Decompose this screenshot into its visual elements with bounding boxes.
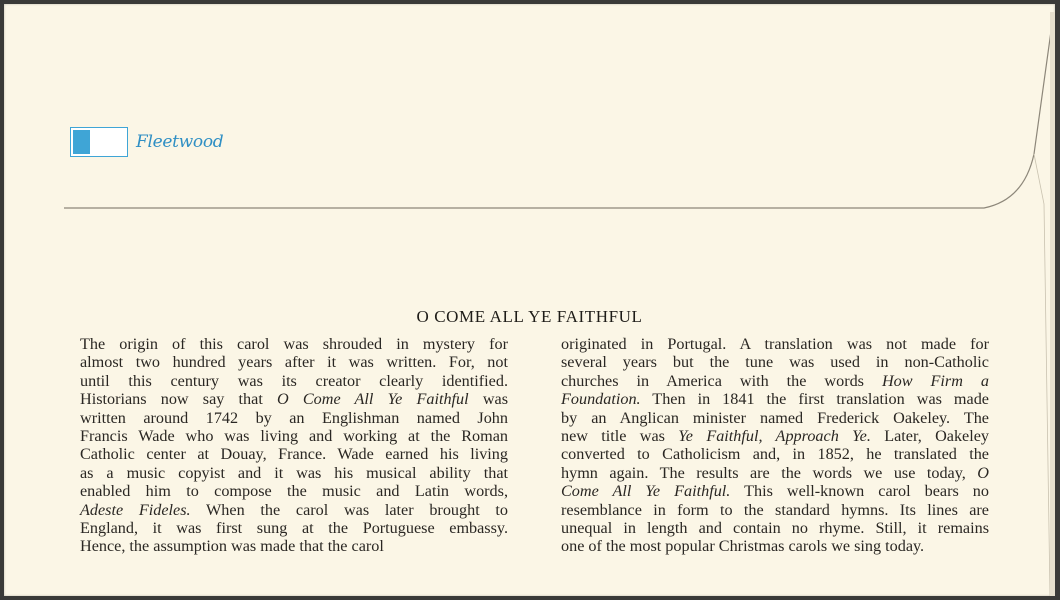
text-line [561,390,989,408]
logo-mark [70,127,128,157]
text-line [561,409,989,427]
text-line [561,482,989,500]
text-run: The origin of this carol was shrouded in mystery for [80,335,508,353]
text-line [80,353,508,371]
text-run: Historians now say that [80,390,277,409]
italic-title-text: Adeste Fideles. [80,500,191,519]
text-line [80,390,508,408]
italic-title-text: O [977,463,989,482]
text-run: almost two hundred years after it was written. For, not [80,353,508,372]
text-run: until this century was its creator clearly identified. [80,371,508,390]
text-run: hymn again. The results are the words we use today, [561,463,978,482]
text-run: by an Anglican minister named Frederick Oakeley. The [561,408,989,427]
text-line [561,427,989,445]
text-run: Then in 1841 the first translation was made [640,390,989,409]
text-run: converted to Catholicism and, in 1852, he translated the [561,445,989,464]
text-run: enabled him to compose the music and Latin words, [80,482,508,501]
text-line [561,335,989,353]
text-line [561,372,989,390]
text-line [80,464,508,482]
left-text-column [80,335,508,556]
text-line [80,409,508,427]
text-line [80,501,508,519]
text-run: several years but the tune was used in non-Catholic [561,353,989,372]
text-run: was [468,390,508,409]
text-run: resemblance in form to the standard hymns. Its lines are [561,500,989,519]
text-line [561,445,989,463]
text-run: England, it was first sung at the Portuguese embassy. [80,518,508,537]
text-run: unequal in length and contain no rhyme. Still, it remains [561,518,989,537]
text-line [561,464,989,482]
text-line [561,501,989,519]
article-title: O COME ALL YE FAITHFUL [416,307,643,326]
italic-title-text: O Come All Ye Faithful [277,390,469,409]
text-line [80,427,508,445]
text-run: originated in Portugal. A translation was not made for [561,335,989,353]
text-run: new title was [561,426,679,445]
italic-title-text: Come All Ye Faithful. [561,482,731,501]
text-run: Catholic center at Douay, France. Wade earned his living [80,445,508,464]
text-run: When the carol was later brought to [190,500,508,519]
italic-title-text: Foundation. [561,390,641,409]
text-run: churches in America with the words [561,371,882,390]
text-run: written around 1742 by an Englishman named John [80,408,508,427]
text-line [80,372,508,390]
envelope-back [4,4,1055,596]
text-run: This well-known carol bears no [730,482,989,501]
brand-name: Fleetwood [136,132,224,152]
text-run: Hence, the assumption was made that the carol [80,537,384,556]
text-run: Francis Wade who was living and working at the Roman [80,426,508,445]
text-run: Later, Oakeley [870,426,989,445]
text-line [561,519,989,537]
text-line [561,537,989,555]
italic-title-text: How Firm a [881,371,989,390]
text-run: as a music copyist and it was his musical ability that [80,463,508,482]
text-line [80,537,508,555]
text-line [80,482,508,500]
text-line [80,519,508,537]
text-line [80,445,508,463]
text-line [80,335,508,353]
fleetwood-logo [70,126,223,158]
text-run: one of the most popular Christmas carols we sing today. [561,537,925,556]
text-line [561,353,989,371]
right-text-column [561,335,989,556]
italic-title-text: Ye Faithful, Approach Ye. [678,426,871,445]
